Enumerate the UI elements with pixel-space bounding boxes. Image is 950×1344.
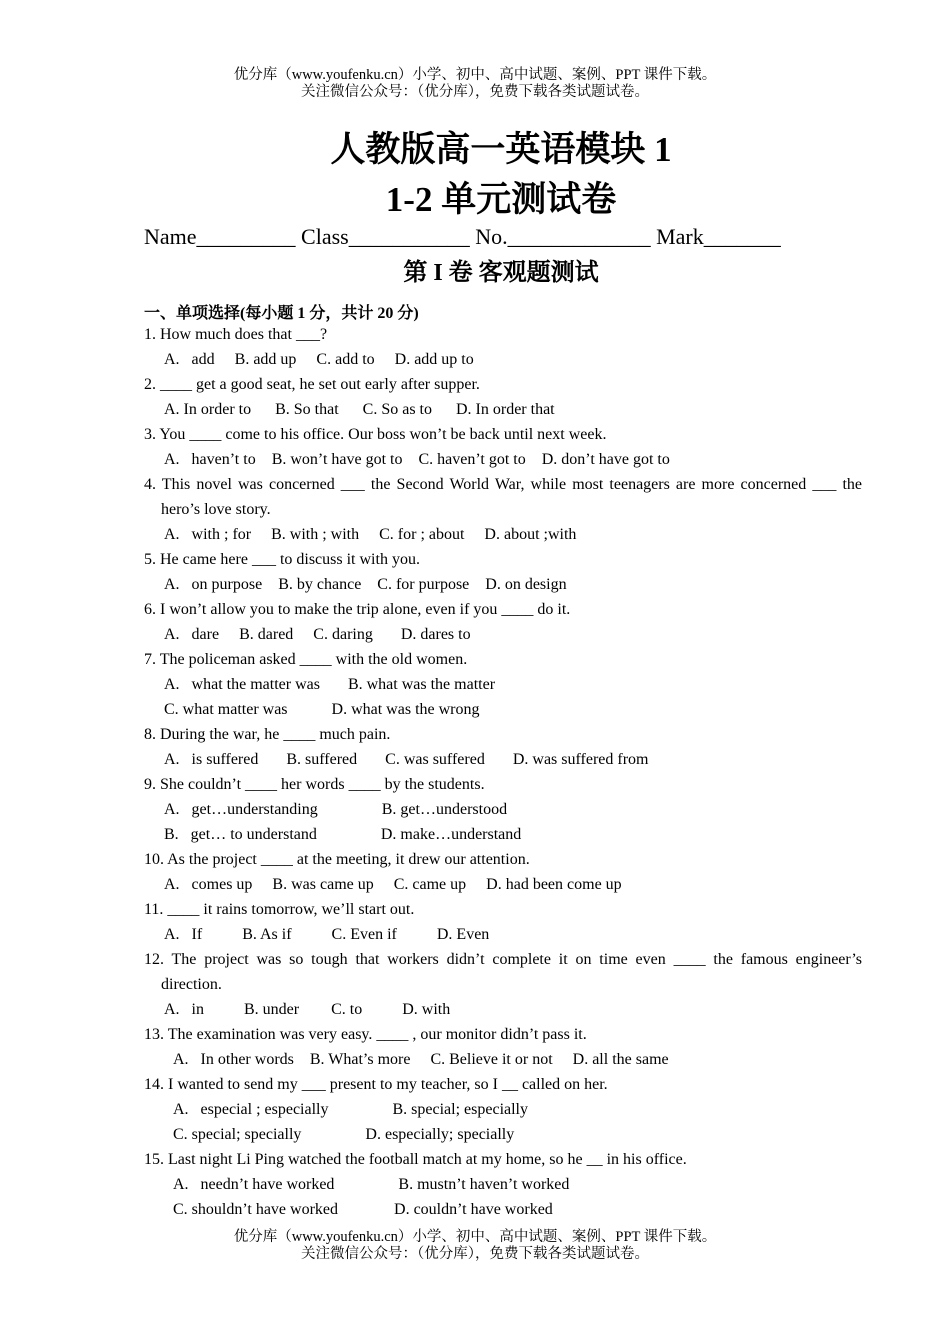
exam-title: 人教版高一英语模块 1 <box>330 130 672 169</box>
question-options: A. especial ; especially B. special; especially <box>173 1101 528 1118</box>
question-stem: 8. During the war, he ____ much pain. <box>144 726 391 743</box>
question-stem: 9. She couldn’t ____ her words ____ by the students. <box>144 776 485 793</box>
question-stem: 10. As the project ____ at the meeting, it drew our attention. <box>144 851 530 868</box>
header-line-2: 关注微信公众号：（优分库），免费下载各类试题试卷。 <box>301 84 649 100</box>
question-options: A. In order to B. So that C. So as to D. In order that <box>164 401 555 418</box>
question-options: A. is suffered B. suffered C. was suffered D. was suffered from <box>164 751 649 768</box>
question-options: A. get…understanding B. get…understood <box>164 801 508 818</box>
question-options: A. In other words B. What’s more C. Believe it or not D. all the same <box>173 1051 669 1068</box>
question-options: A. dare B. dared C. daring D. dares to <box>164 626 471 643</box>
question-options: A. in B. under C. to D. with <box>164 1001 451 1018</box>
question-stem: 14. I wanted to send my ___ present to my teacher, so I __ called on her. <box>144 1076 608 1093</box>
question-options: A. with ; for B. with ; with C. for ; about D. about ;with <box>164 526 577 543</box>
question-options: A. on purpose B. by chance C. for purpose D. on design <box>164 576 567 593</box>
question-stem: 13. The examination was very easy. ____ , our monitor didn’t pass it. <box>144 1026 587 1043</box>
question-stem: 5. He came here ___ to discuss it with you. <box>144 551 420 568</box>
exam-subtitle: 1-2 单元测试卷 <box>385 180 617 219</box>
question-options: A. add B. add up C. add to D. add up to <box>164 351 474 368</box>
question-stem: 1. How much does that ___? <box>144 326 328 343</box>
question-options: C. special; specially D. especially; specially <box>173 1126 515 1143</box>
question-options: A. If B. As if C. Even if D. Even <box>164 926 490 943</box>
question-stem: 11. ____ it rains tomorrow, we’ll start out. <box>144 901 415 918</box>
question-options: A. needn’t have worked B. mustn’t haven’t worked <box>173 1176 570 1193</box>
question-stem: 4. This novel was concerned ___ the Second World War, while most teenagers are more concerned ___ the hero’s love story. <box>144 476 862 518</box>
question-options: A. haven’t to B. won’t have got to C. haven’t got to D. don’t have got to <box>164 451 670 468</box>
question-stem: 6. I won’t allow you to make the trip alone, even if you ____ do it. <box>144 601 571 618</box>
question-stem: 7. The policeman asked ____ with the old women. <box>144 651 468 668</box>
header-line-1: 优分库（www.youfenku.cn）小学、初中、高中试题、案例、PPT 课件下载。 <box>233 67 717 83</box>
footer-line-2: 关注微信公众号：（优分库），免费下载各类试题试卷。 <box>301 1246 649 1262</box>
section-title: 一、单项选择(每小题 1 分，共计 20 分) <box>144 305 419 322</box>
question-options: A. what the matter was B. what was the matter <box>164 676 496 693</box>
footer-line-1: 优分库（www.youfenku.cn）小学、初中、高中试题、案例、PPT 课件下载。 <box>233 1229 717 1245</box>
question-stem: 15. Last night Li Ping watched the football match at my home, so he __ in his office. <box>144 1151 687 1168</box>
question-options: B. get… to understand D. make…understand <box>164 826 522 843</box>
student-info-row: Name_________ Class___________ No._____________ Mark_______ <box>144 224 781 249</box>
question-options: C. shouldn’t have worked D. couldn’t have worked <box>173 1201 553 1218</box>
page-header <box>0 67 950 101</box>
part-title: 第 I 卷 客观题测试 <box>403 260 599 286</box>
question-list <box>144 322 862 1222</box>
question-stem: 12. The project was so tough that workers didn’t complete it on time even ____ the famous engineer’s direction. <box>144 951 862 993</box>
question-stem: 3. You ____ come to his office. Our boss won’t be back until next week. <box>144 426 607 443</box>
page-footer <box>0 1229 950 1263</box>
question-options: C. what matter was D. what was the wrong <box>164 701 480 718</box>
question-stem: 2. ____ get a good seat, he set out early after supper. <box>144 376 480 393</box>
question-options: A. comes up B. was came up C. came up D. had been come up <box>164 876 622 893</box>
